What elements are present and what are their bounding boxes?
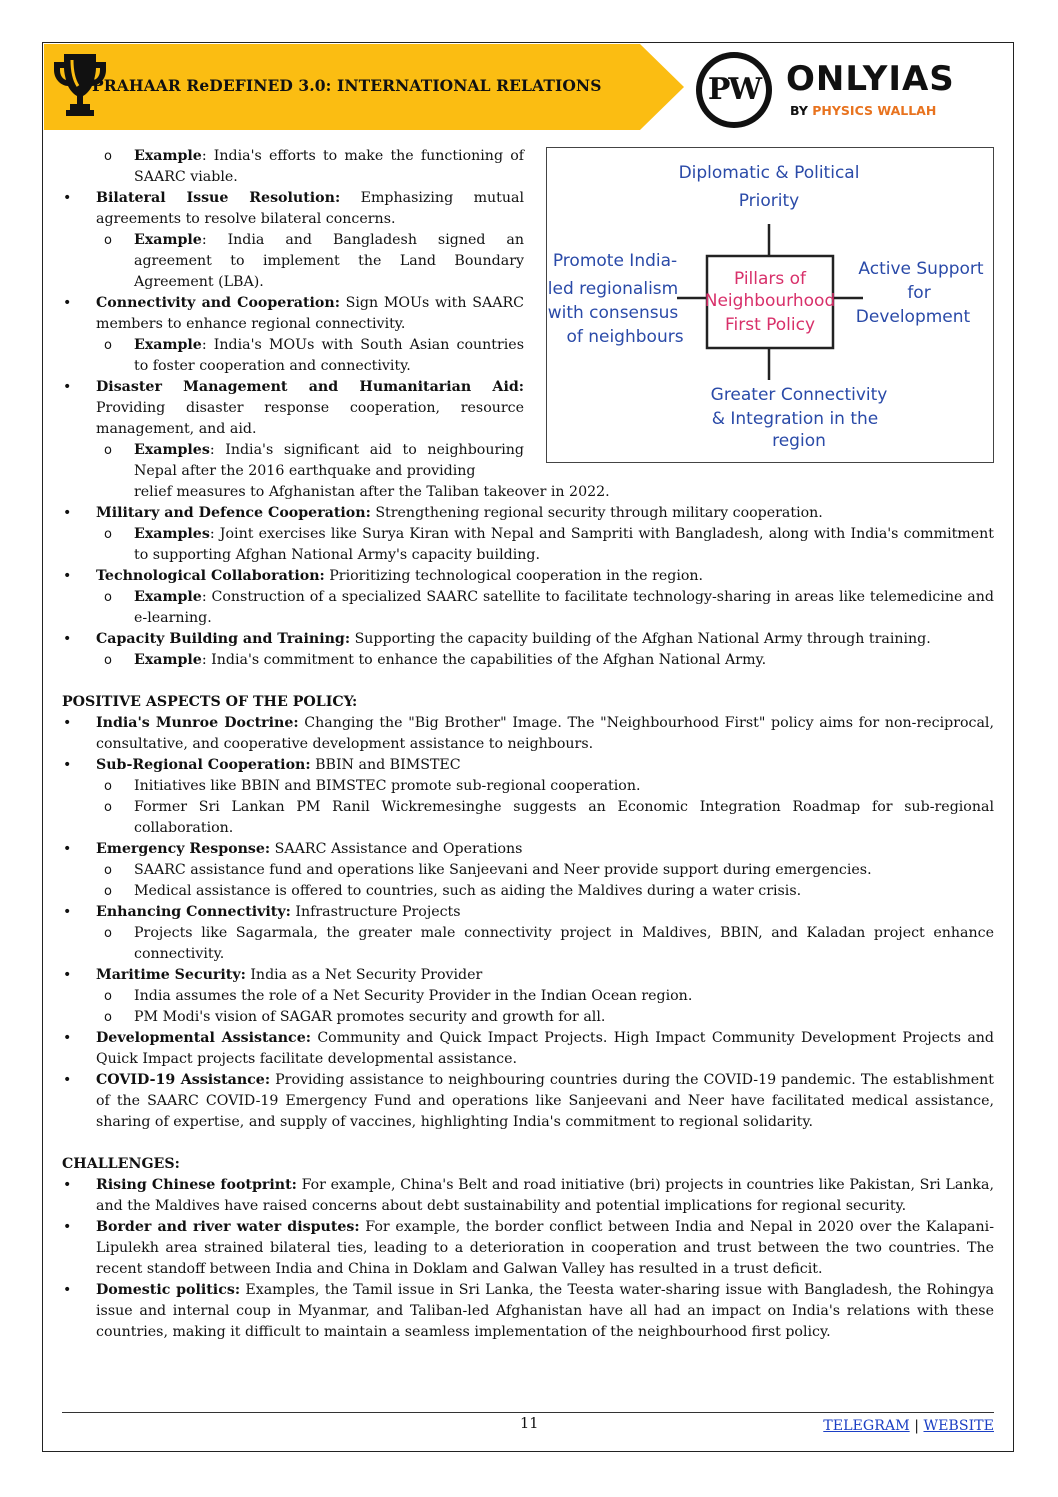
list-item: • Technological Collaboration: Prioritizing technological cooperation in the region. [62, 566, 994, 587]
diagram-bottom-line2: & Integration in the [711, 409, 879, 429]
list-item: o Former Sri Lankan PM Ranil Wickremesinghe suggests an Economic Integration Roadmap for sub-regional collaboration. [62, 797, 994, 839]
diagram-center-line3: First Policy [724, 315, 816, 335]
brand-by: BY [790, 103, 813, 118]
list-item: o Example: India and Bangladesh signed an agreement to implement the Land Boundary Agreement (LBA). [62, 230, 524, 293]
list-item: o Example: India's commitment to enhance the capabilities of the Afghan National Army. [62, 650, 994, 671]
brand-name: ONLYIAS [786, 59, 955, 99]
page-number: 11 [520, 1416, 539, 1432]
list-item: o Examples: Joint exercises like Surya Kiran with Nepal and Sampriti with Bangladesh, along with India's commitment to supporting Afghan National Army's capacity building. [62, 524, 994, 566]
challenges-list [62, 1175, 994, 1343]
footer-separator: | [914, 1418, 919, 1434]
list-item: o Example: Construction of a specialized SAARC satellite to facilitate technology-sharing in areas like telemedicine and e-learning. [62, 587, 994, 629]
list-item: • Disaster Management and Humanitarian Aid: Providing disaster response cooperation, resource management, and aid. [62, 377, 524, 440]
list-item: o Examples: India's significant aid to neighbouring Nepal after the 2016 earthquake and providing [62, 440, 524, 482]
list-item: o India assumes the role of a Net Security Provider in the Indian Ocean region. [62, 986, 994, 1007]
pw-logo-text: PW [707, 72, 761, 107]
list-item: • Bilateral Issue Resolution: Emphasizing mutual agreements to resolve bilateral concerns. [62, 188, 524, 230]
diagram-top-line1: Diplomatic & Political [678, 163, 860, 183]
top-list [62, 146, 524, 482]
list-item: • Sub-Regional Cooperation: BBIN and BIMSTEC [62, 755, 994, 776]
telegram-link[interactable]: TELEGRAM [823, 1418, 910, 1434]
list-item: • Enhancing Connectivity: Infrastructure Projects [62, 902, 994, 923]
diagram-center-line2: Neighbourhood [704, 291, 836, 311]
diagram-left-line4: of neighbours [566, 327, 684, 347]
list-item: • Domestic politics: Examples, the Tamil issue in Sri Lanka, the Teesta water-sharing issue with Bangladesh, the Rohingya issue and internal coup in Myanmar, and Taliban-led Afghanistan have all had an impact on India's relations with these countries, making it difficult to maintain a seamless implementation of the neighbourhood first policy. [62, 1280, 994, 1343]
pw-logo [696, 52, 772, 128]
list-item: • Border and river water disputes: For example, the border conflict between India and Nepal in 2020 over the Kalapani-Lipulekh area strained bilateral ties, leading to a deterioration in cooperation and trust between the two countries. The recent standoff between India and China in Doklam and Galwan Valley has resulted in a trust deficit. [62, 1217, 994, 1280]
challenges-heading: CHALLENGES: [62, 1156, 180, 1172]
diagram-top-line2: Priority [738, 191, 800, 211]
list-item: o Example: India's MOUs with South Asian countries to foster cooperation and connectivity. [62, 335, 524, 377]
list-item: • Developmental Assistance: Community and Quick Impact Projects. High Impact Community Development Projects and Quick Impact projects facilitate developmental assistance. [62, 1028, 994, 1070]
page-title: PRAHAAR ReDEFINED 3.0: INTERNATIONAL RELATIONS [92, 76, 602, 95]
diagram-bottom-line1: Greater Connectivity [710, 385, 888, 405]
list-item: • Connectivity and Cooperation: Sign MOUs with SAARC members to enhance regional connectivity. [62, 293, 524, 335]
diagram-center-line1: Pillars of [733, 269, 807, 289]
footer-divider [62, 1412, 994, 1413]
positive-heading: POSITIVE ASPECTS OF THE POLICY: [62, 694, 358, 710]
list-item: • Emergency Response: SAARC Assistance and Operations [62, 839, 994, 860]
list-item: o Projects like Sagarmala, the greater male connectivity project in Maldives, BBIN, and Kaladan project enhance connectivity. [62, 923, 994, 965]
list-item: • Rising Chinese footprint: For example, China's Belt and road initiative (bri) projects in countries like Pakistan, Sri Lanka, and the Maldives have raised concerns about debt sustainability and potential implications for regional security. [62, 1175, 994, 1217]
website-link[interactable]: WEBSITE [923, 1418, 994, 1434]
list-item-continuation: relief measures to Afghanistan after the Taliban takeover in 2022. [134, 484, 610, 500]
footer-links [823, 1418, 994, 1434]
list-item: • COVID-19 Assistance: Providing assistance to neighbouring countries during the COVID-19 pandemic. The establishment of the SAARC COVID-19 Emergency Fund and operations like Sanjeevani and Neer have facilitated medical assistance, sharing of expertise, and supply of vaccines, highlighting India's commitment to regional solidarity. [62, 1070, 994, 1133]
list-item: o Initiatives like BBIN and BIMSTEC promote sub-regional cooperation. [62, 776, 994, 797]
list-item: • Maritime Security: India as a Net Security Provider [62, 965, 994, 986]
positive-list [62, 713, 994, 1133]
list-item: o SAARC assistance fund and operations like Sanjeevani and Neer provide support during emergencies. [62, 860, 994, 881]
diagram-left-line2: led regionalism [547, 279, 679, 299]
body-list [62, 503, 994, 671]
diagram-right-line2: for [907, 283, 931, 303]
diagram-left-line3: with consensus [547, 303, 679, 323]
diagram-left-line1: Promote India- [552, 251, 678, 271]
list-item: • Military and Defence Cooperation: Strengthening regional security through military cooperation. [62, 503, 994, 524]
diagram-bottom-line3: region [772, 431, 826, 451]
list-item: o Example: India's efforts to make the functioning of SAARC viable. [62, 146, 524, 188]
diagram-right-line1: Active Support [858, 259, 984, 279]
list-item: o PM Modi's vision of SAGAR promotes security and growth for all. [62, 1007, 994, 1028]
brand-physics-wallah: PHYSICS WALLAH [812, 103, 937, 118]
list-item: • Capacity Building and Training: Supporting the capacity building of the Afghan National Army through training. [62, 629, 994, 650]
diagram-right-line3: Development [855, 307, 971, 327]
list-item: • India's Munroe Doctrine: Changing the "Big Brother" Image. The "Neighbourhood First" policy aims for non-reciprocal, consultative, and cooperative development assistance to neighbours. [62, 713, 994, 755]
brand-subtitle [790, 103, 936, 118]
list-item: o Medical assistance is offered to countries, such as aiding the Maldives during a water crisis. [62, 881, 994, 902]
page-content [62, 146, 994, 1343]
